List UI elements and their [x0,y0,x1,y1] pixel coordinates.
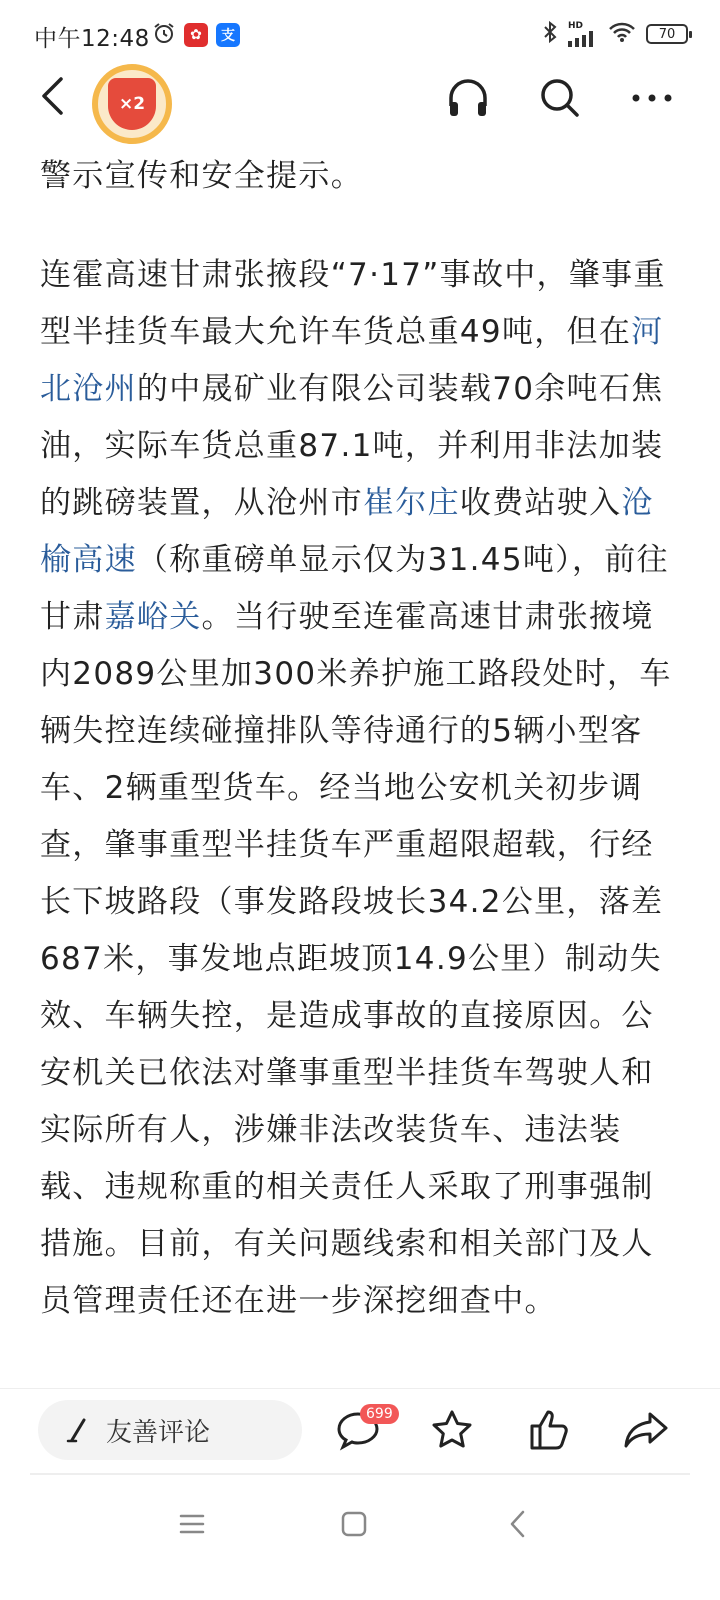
bottom-action-bar [0,1392,720,1482]
app-notification-icon: ✿ [184,23,208,47]
back-button[interactable] [30,74,74,118]
favorite-button[interactable] [424,1400,480,1460]
chevron-left-icon [509,1510,527,1538]
link-cuierzhuang[interactable]: 崔尔庄 [363,485,460,521]
signal-icon: HD [568,22,598,47]
listen-button[interactable] [440,70,496,126]
comment-input[interactable] [38,1400,302,1460]
reward-badge[interactable] [92,64,172,144]
system-nav-bar [0,1490,720,1560]
recent-apps-button[interactable] [172,1504,212,1544]
divider [0,1388,720,1389]
alarm-icon [152,21,176,49]
article-body [40,148,680,1330]
status-bar [0,0,720,70]
more-dots-icon [630,92,674,104]
battery-icon: 70 [646,24,688,44]
article-paragraph: 警示宣传和安全提示。 [40,158,363,194]
status-notification-icons [152,21,240,49]
thumbs-up-icon [528,1408,572,1452]
menu-lines-icon [179,1513,205,1535]
headphones-icon [446,76,490,120]
alipay-notification-icon: 支 [216,23,240,47]
system-back-button[interactable] [498,1504,538,1544]
divider [30,1473,690,1475]
status-time: 中午12:48 [34,26,150,52]
share-arrow-icon [622,1408,670,1452]
top-nav-bar [0,62,720,142]
home-button[interactable] [334,1504,374,1544]
share-button[interactable] [618,1400,674,1460]
article-text: 连霍高速甘肃张掖段“7·17”事故中，肇事重型半挂货车最大允许车货总重49吨，但在 [40,257,666,350]
link-cangyu-expressway[interactable]: 沧榆高速 [40,485,654,578]
link-jiayuguan[interactable]: 嘉峪关 [104,599,202,635]
comment-count-badge: 699 [360,1404,399,1424]
link-hebei-cangzhou[interactable]: 河北沧州 [40,314,664,407]
more-button[interactable] [624,70,680,126]
search-button[interactable] [532,70,588,126]
article-text: 收费站驶入 [459,485,622,521]
shield-icon [108,78,156,130]
square-icon [341,1511,367,1537]
like-button[interactable] [522,1400,578,1460]
chevron-left-icon [39,76,65,116]
comments-button[interactable] [330,1400,393,1460]
star-icon [430,1408,474,1452]
status-system-icons [542,20,688,48]
article-paragraph [40,247,680,1330]
pen-icon [64,1416,92,1444]
wifi-icon [608,21,636,47]
article-text: 的中晟矿业有限公司装载70余吨石焦油，实际车货总重87.1吨，并利用非法加装的跳磅装置，从沧州市 [40,371,664,521]
search-icon [538,76,582,120]
article-text: 。当行驶至连霍高速甘肃张掖境内2089公里加300米养护施工路段处时，车辆失控连续碰撞排队等待通行的5辆小型客车、2辆重型货车。经当地公安机关初步调查，肇事重型半挂货车严重超限超载，行经长下坡路段（事发路段坡长34.2公里，落差687米，事发地点距坡顶14.9公里）制动失效、车辆失控，是造成事故的直接原因。公安机关已依法对肇事重型半挂货车驾驶人和实际所有人，涉嫌非法改装货车、违法装载、违规称重的相关责任人采取了刑事强制措施。目前，有关问题线索和相关部门及人员管理责任还在进一步深挖细查中。 [40,599,672,1319]
comment-placeholder: 友善评论 [106,1417,211,1448]
reward-multiplier: ×2 [118,94,146,114]
bluetooth-icon [542,20,558,48]
article-text: （称重磅单显示仅为31.45吨），前往甘肃 [40,542,669,635]
